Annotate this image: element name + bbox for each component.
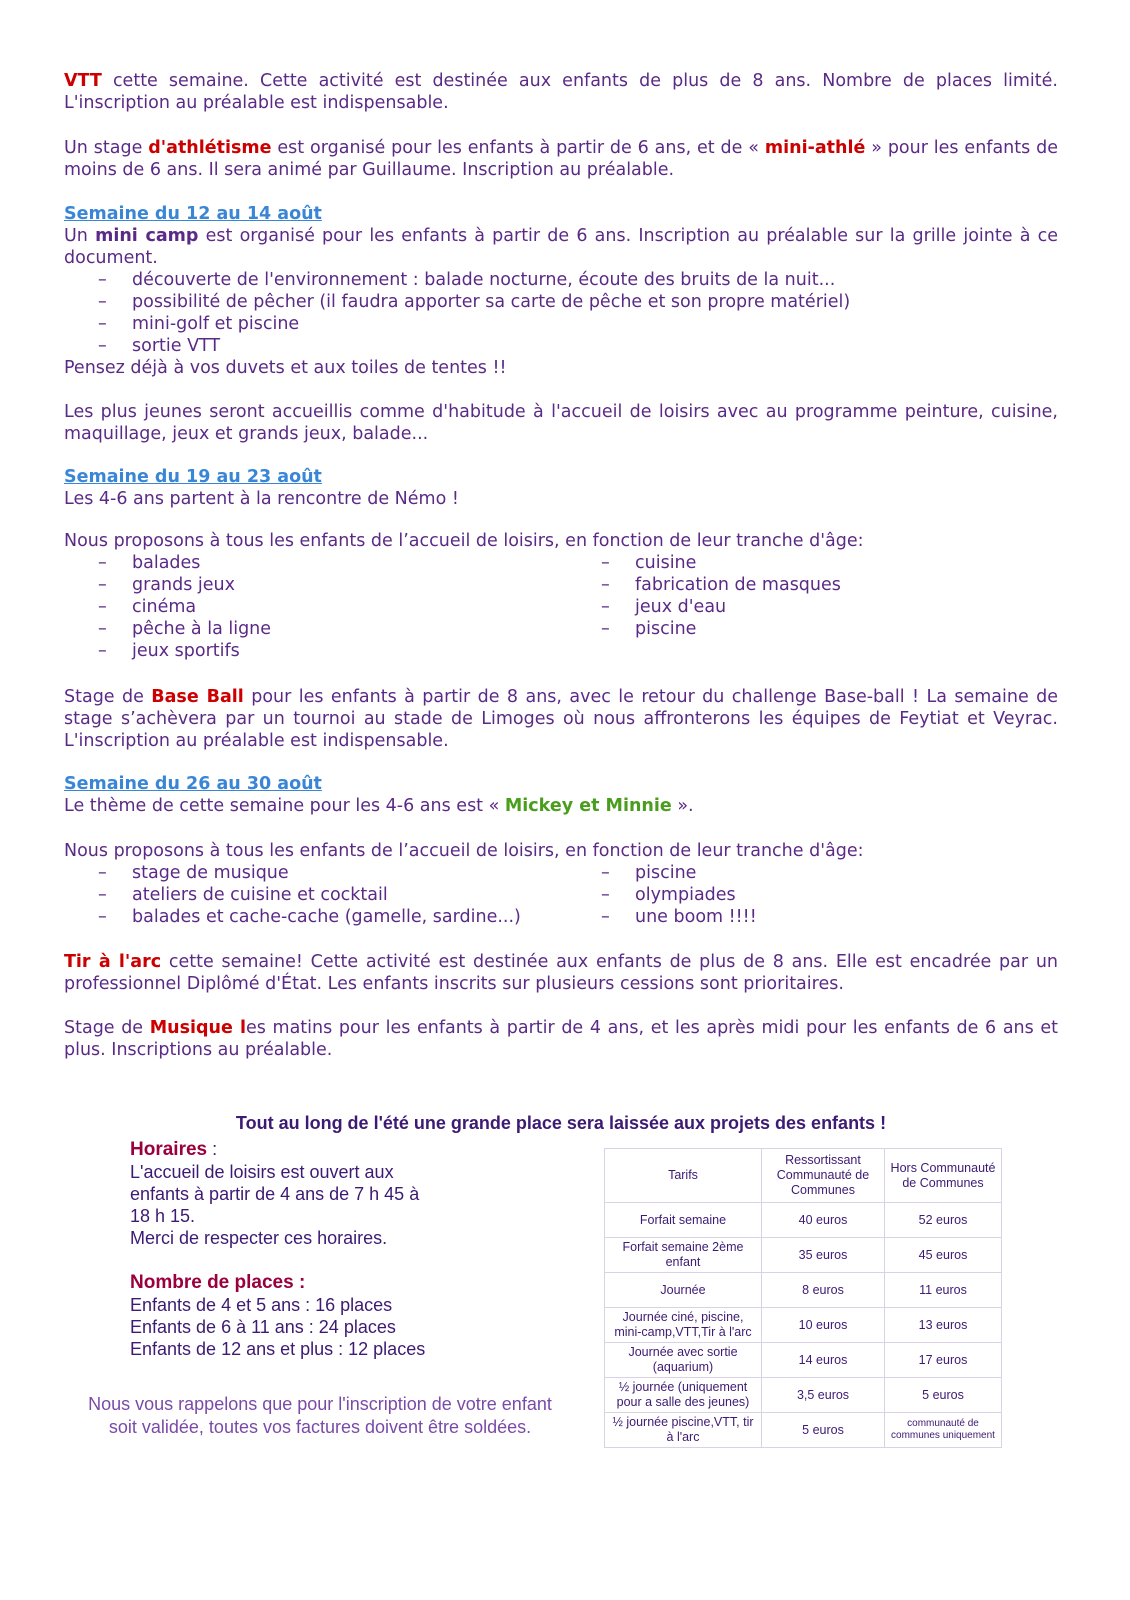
table-cell: 8 euros [762,1273,885,1308]
list-item-text: piscine [635,619,697,639]
activities-list-right [567,862,1058,928]
text: Le thème de cette semaine pour les 4-6 ans est « [64,796,505,816]
list-item: – sortie VTT [98,336,221,356]
week-26-30-activities [64,840,1058,928]
list-item: – piscine [601,619,697,639]
places-line: Enfants de 6 à 11 ans : 24 places [130,1317,396,1337]
table-cell: 13 euros [885,1308,1002,1343]
athletisme-paragraph [64,137,1058,181]
table-cell: 40 euros [762,1203,885,1238]
table-cell: 3,5 euros [762,1378,885,1413]
text: Stage de [64,1018,150,1038]
activities-intro: Nous proposons à tous les enfants de l’accueil de loisirs, en fonction de leur tranche d'âge: [64,531,864,551]
horaires-line: enfants à partir de 4 ans de 7 h 45 à [130,1184,420,1204]
tir-arc-paragraph [64,951,1058,995]
list-item: – mini-golf et piscine [98,314,300,334]
table-cell: 5 euros [762,1413,885,1448]
list-item: – jeux sportifs [98,641,240,661]
list-item-text: cinéma [132,597,197,617]
list-item-text: balades [132,553,201,573]
table-row [605,1308,1002,1343]
list-item-text: fabrication de masques [635,575,841,595]
tagline: Tout au long de l'été une grande place sera laissée aux projets des enfants ! [235,1113,887,1133]
text: pour les enfants à partir de 8 ans, avec le retour du challenge Base-ball ! La semaine de stage s’achèvera par un tournoi au stade de Limoges où nous affronterons les équipes de Feytiat et Veyrac. L'inscription au préalable est indispensable. [64,687,1058,751]
activities-columns [64,552,1058,662]
list-item: – olympiades [601,885,736,905]
table-cell: Journée ciné, piscine, mini-camp,VTT,Tir à l'arc [605,1308,762,1343]
table-cell: 52 euros [885,1203,1002,1238]
list-item-text: sortie VTT [132,336,221,356]
list-item: – fabrication de masques [601,575,841,595]
list-item: – jeux d'eau [601,597,727,617]
week-19-23-section [64,466,1058,510]
text: ». [671,796,694,816]
list-item: – grands jeux [98,575,235,595]
mini-camp-intro [64,225,1058,269]
baseball-label: Base Ball [151,687,244,707]
mini-camp-label: mini camp [95,226,199,246]
list-item: – cuisine [601,553,697,573]
table-row [605,1413,1002,1448]
list-item-text: stage de musique [132,863,289,883]
vtt-text: cette semaine. Cette activité est destinée aux enfants de plus de 8 ans. Nombre de places limité. L'inscription au préalable est indispensable. [64,71,1058,113]
week-12-14-section [64,203,1058,379]
table-cell: 5 euros [885,1378,1002,1413]
table-cell: 45 euros [885,1238,1002,1273]
activities-list-right [567,552,1058,662]
table-cell: ½ journée piscine,VTT, tir à l'arc [605,1413,762,1448]
activities-intro: Nous proposons à tous les enfants de l’accueil de loisirs, en fonction de leur tranche d'âge: [64,841,864,861]
table-cell: communauté de communes uniquement [885,1413,1002,1448]
text: est organisé pour les enfants à partir de 6 ans. Inscription au préalable sur la grille jointe à ce document. [64,226,1058,268]
text: es matins pour les enfants à partir de 4 ans, et les après midi pour les enfants de 6 ans et plus. Inscriptions au préalable. [64,1018,1059,1060]
activities-list-left [64,862,567,928]
list-item-text: olympiades [635,885,736,905]
list-item: – découverte de l'environnement : balade nocturne, écoute des bruits de la nuit... [98,270,836,290]
header-cell: Hors Communauté de Communes [885,1149,1002,1203]
horaires-title-line [130,1138,600,1161]
list-item-text: mini-golf et piscine [132,314,300,334]
header-cell: Ressortissant Communauté de Communes [762,1149,885,1203]
list-item: – piscine [601,863,697,883]
table-cell: 14 euros [762,1343,885,1378]
list-item: – balades [98,553,201,573]
nemo-line: Les 4-6 ans partent à la rencontre de Némo ! [64,489,459,509]
mini-athle-label: mini-athlé [764,138,866,158]
list-item-text: balades et cache-cache (gamelle, sardine...) [132,907,521,927]
musique-label: Musique l [149,1018,247,1038]
week-19-23-heading: Semaine du 19 au 23 août [64,467,322,487]
table-cell: 17 euros [885,1343,1002,1378]
tir-arc-label: Tir à l'arc [64,952,162,972]
table-cell: 10 euros [762,1308,885,1343]
list-item-text: découverte de l'environnement : balade nocturne, écoute des bruits de la nuit... [132,270,836,290]
week-26-30-heading: Semaine du 26 au 30 août [64,774,322,794]
table-cell: Forfait semaine [605,1203,762,1238]
list-item-text: une boom !!!! [635,907,757,927]
list-item-text: ateliers de cuisine et cocktail [132,885,388,905]
table-cell: 11 euros [885,1273,1002,1308]
athletisme-label: d'athlétisme [148,138,272,158]
table-cell: Journée [605,1273,762,1308]
mini-camp-list [64,269,1058,357]
places-title: Nombre de places : [130,1272,306,1293]
reminder-text: Nous vous rappelons que pour l'inscription de votre enfant soit validée, toutes vos factures doivent être soldées. [88,1394,552,1437]
vtt-label: VTT [64,71,102,91]
mickey-label: Mickey et Minnie [504,796,672,816]
places-line: Enfants de 4 et 5 ans : 16 places [130,1295,393,1315]
week-26-30-section [64,773,1058,817]
activities-columns [64,862,1058,928]
table-row [605,1378,1002,1413]
activities-list-left [64,552,567,662]
table-cell: 35 euros [762,1238,885,1273]
list-item-text: grands jeux [132,575,235,595]
horaires-line: 18 h 15. [130,1206,196,1226]
list-item-text: piscine [635,863,697,883]
list-item: – pêche à la ligne [98,619,272,639]
list-item-text: jeux d'eau [635,597,727,617]
younger-paragraph: Les plus jeunes seront accueillis comme d'habitude à l'accueil de loisirs avec au programme peinture, cuisine, maquillage, jeux et grands jeux, balade... [64,402,1058,444]
header-cell: Tarifs [605,1149,762,1203]
table-row [605,1238,1002,1273]
text: cette semaine! Cette activité est destinée aux enfants de plus de 8 ans. Elle est encadrée par un professionnel Diplômé d'État. Les enfants inscrits sur plusieurs cessions sont prioritaires. [64,952,1059,994]
horaires-box [130,1138,600,1360]
list-item: – cinéma [98,597,197,617]
table-cell: Forfait semaine 2ème enfant [605,1238,762,1273]
list-item: – balades et cache-cache (gamelle, sardine...) [98,907,521,927]
theme-line [64,795,1058,817]
list-item-text: possibilité de pêcher (il faudra apporter sa carte de pêche et son propre matériel) [132,292,851,312]
text: est organisé pour les enfants à partir de 6 ans, et de « [271,138,765,158]
list-item: – stage de musique [98,863,289,883]
text: Stage de [64,687,152,707]
list-item: – une boom !!!! [601,907,757,927]
table-cell: ½ journée (uniquement pour a salle des jeunes) [605,1378,762,1413]
text: Un [64,226,96,246]
list-item-text: cuisine [635,553,697,573]
places-line: Enfants de 12 ans et plus : 12 places [130,1339,426,1359]
musique-paragraph [64,1017,1058,1061]
table-header-row [605,1149,1002,1203]
baseball-paragraph [64,686,1058,752]
text: Un stage [64,138,149,158]
week-19-23-activities [64,530,1058,662]
list-item: – ateliers de cuisine et cocktail [98,885,388,905]
table-row [605,1273,1002,1308]
tarifs-table [604,1148,1002,1448]
horaires-line: L'accueil de loisirs est ouvert aux [130,1162,394,1182]
table-row [605,1343,1002,1378]
list-item-text: pêche à la ligne [132,619,272,639]
table-cell: Journée avec sortie (aquarium) [605,1343,762,1378]
list-item-text: jeux sportifs [132,641,240,661]
list-item: – possibilité de pêcher (il faudra apporter sa carte de pêche et son propre matériel) [98,292,851,312]
vtt-paragraph [64,70,1058,114]
text: : [207,1139,218,1159]
horaires-line: Merci de respecter ces horaires. [130,1228,388,1248]
text: » pour les enfants de moins de 6 ans. Il sera animé par Guillaume. Inscription au préalable. [64,138,1058,180]
week-12-14-heading: Semaine du 12 au 14 août [64,204,322,224]
horaires-title: Horaires [130,1139,208,1160]
table-row [605,1203,1002,1238]
mini-camp-outro: Pensez déjà à vos duvets et aux toiles de tentes !! [64,358,507,378]
